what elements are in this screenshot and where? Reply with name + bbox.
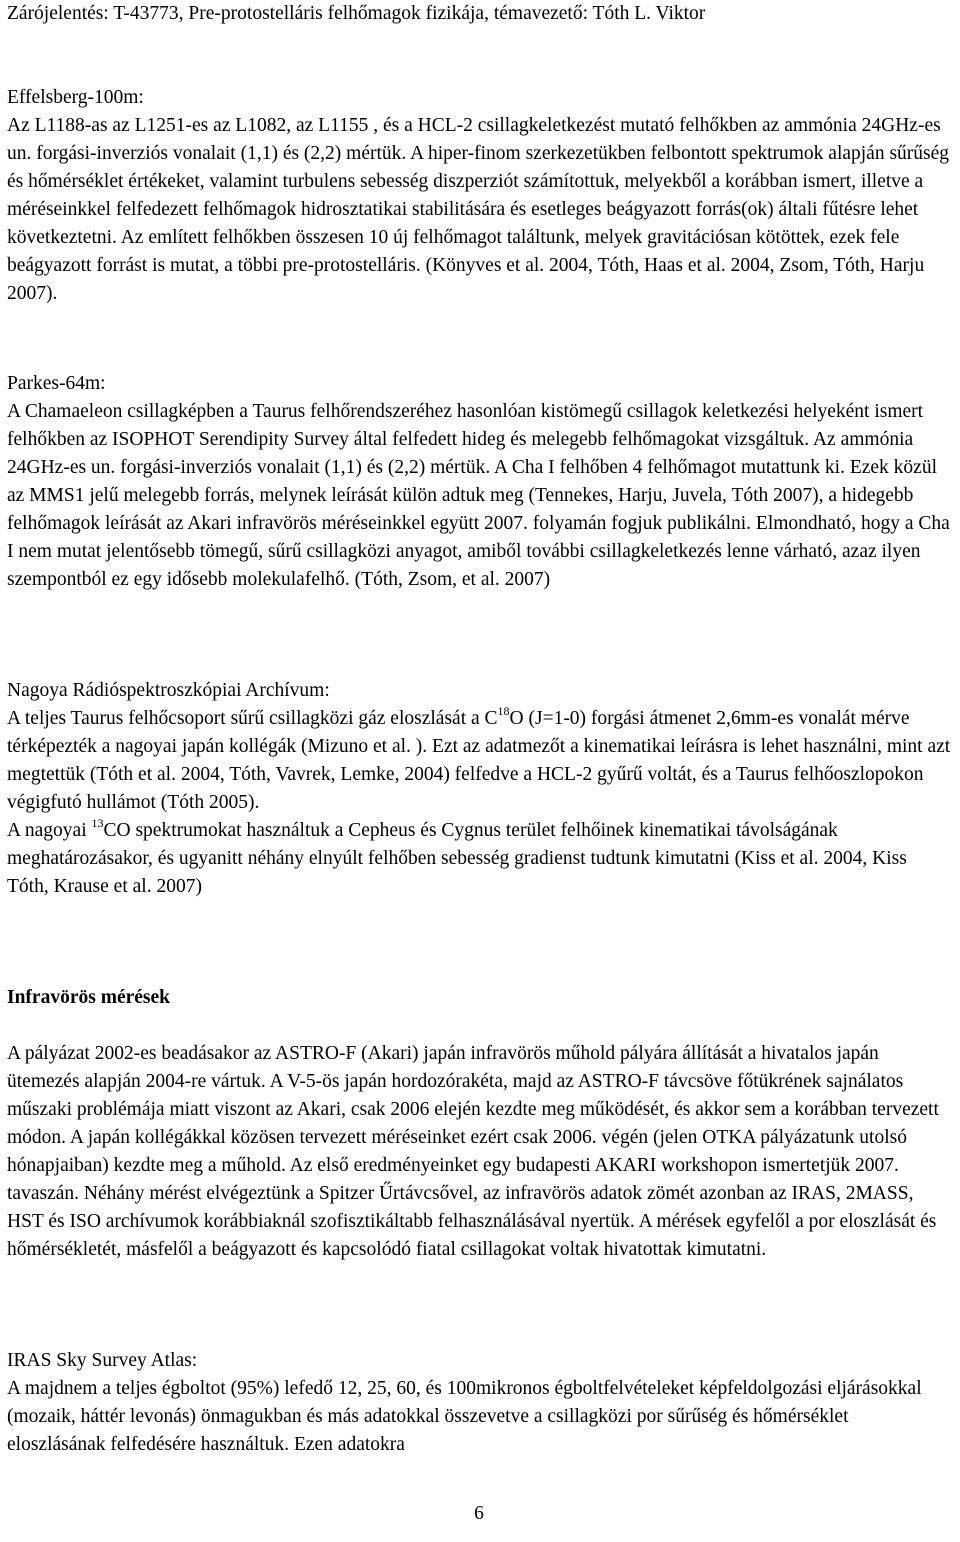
nagoya-paragraph-1 (7, 705, 951, 817)
nagoya-p1-text-before: A teljes Taurus felhőcsoport sűrű csillagközi gáz eloszlását a C (7, 708, 498, 729)
section-nagoya (7, 677, 951, 901)
section-parkes (7, 370, 951, 594)
page-number: 6 (474, 1503, 484, 1524)
section-text-iras: A majdnem a teljes égboltot (95%) lefedő 12, 25, 60, és 100mikronos égboltfelvételeket képfeldolgozási eljárásokkal (mozaik, háttér levonás) önmagukban és más adatokkal összevetve a csillagközi por sűrűség és hőmérséklet eloszlásának felfedésére használtuk. Ezen adatokra (7, 1378, 922, 1455)
isotope-superscript-13: 13 (91, 815, 104, 830)
section-heading-infrared: Infravörös mérések (7, 987, 170, 1008)
nagoya-p2-text-before: A nagoyai (7, 820, 92, 841)
section-text-parkes: A Chamaeleon csillagképben a Taurus felhőrendszeréhez hasonlóan kistömegű csillagok keletkezési helyeként ismert felhőkben az ISOPHOT Serendipity Survey által felfedett hideg és melegebb felhőmagokat vizsgáltuk. Az ammónia 24GHz-es un. forgási-inverziós vonalait (1,1) és (2,2) mértük. A Cha I felhőben 4 felhőmagot mutattunk ki. Ezek közül az MMS1 jelű melegebb forrás, melynek leírását külön adtuk meg (Tennekes, Harju, Juvela, Tóth 2007), a hidegebb felhőmagok leírását az Akari infravörös méréseinkkel együtt 2007. folyamán fogjuk publikálni. Elmondható, hogy a Cha I nem mutat jelentősebb tömegű, sűrű csillagközi anyagot, amiből további csillagkeletkezés lenne várható, azaz ilyen szempontból ez egy idősebb molekulafelhő. (Tóth, Zsom, et al. 2007) (7, 401, 950, 590)
section-iras (7, 1347, 951, 1459)
section-label-nagoya: Nagoya Rádióspektroszkópiai Archívum: (7, 680, 330, 701)
document-header: Zárójelentés: T-43773, Pre-protostelláris felhőmagok fizikája, témavezető: Tóth L. Viktor (7, 3, 706, 24)
section-effelsberg (7, 84, 951, 308)
section-text-infrared: A pályázat 2002-es beadásakor az ASTRO-F (Akari) japán infravörös műhold pályára állítását a hivatalos japán ütemezés alapján 2004-re vártuk. A V-5-ös japán hordozórakéta, majd az ASTRO-F távcsöve főtükrének sajnálatos műszaki problémája miatt viszont az Akari, csak 2006 elején kezdte meg működését, és akkor sem a korábban tervezett módon. A japán kollégákkal közösen tervezett méréseinket ezért csak 2006. végén (jelen OTKA pályázatunk utolsó hónapjaiban) kezdte meg a műhold. Az első eredményeinket egy budapesti AKARI workshopon ismertetjük 2007. tavaszán. Néhány mérést elvégeztünk a Spitzer Űrtávcsővel, az infravörös adatok zömét azonban az IRAS, 2MASS, HST és ISO archívumok korábbiaknál szofisztikáltabb felhasználásával nyertük. A mérések egyfelől a por eloszlását és hőmérsékletét, másfelől a beágyazott és kapcsolódó fiatal csillagokat voltak hivatottak kimutatni. (7, 1043, 939, 1260)
nagoya-paragraph-2 (7, 817, 951, 901)
section-label-effelsberg: Effelsberg-100m: (7, 87, 144, 108)
isotope-superscript-18: 18 (497, 703, 510, 718)
section-label-iras: IRAS Sky Survey Atlas: (7, 1350, 198, 1371)
section-label-parkes: Parkes-64m: (7, 373, 106, 394)
section-text-effelsberg: Az L1188-as az L1251-es az L1082, az L1155 , és a HCL-2 csillagkeletkezést mutató felhőkben az ammónia 24GHz-es un. forgási-inverziós vonalait (1,1) és (2,2) mértük. A hiper-finom szerkezetükben felbontott spektrumok alapján sűrűség és hőmérséklet értékeket, valamint turbulens sebesség diszperziót számítottuk, melyekből a korábban ismert, illetve a méréseinkkel felfedezett felhőmagok hidrosztatikai stabilitására és esetleges beágyazott forrás(ok) általi fűtésre lehet következtetni. Az említett felhőkben összesen 10 új felhőmagot találtunk, melyek gravitációsan kötöttek, ezek fele beágyazott forrást is mutat, a többi pre-protostelláris. (Könyves et al. 2004, Tóth, Haas et al. 2004, Zsom, Tóth, Harju 2007). (7, 115, 950, 304)
nagoya-p1-text-after: O (J=1-0) forgási átmenet 2,6mm-es vonalát mérve térképezték a nagoyai japán kollégák (Mizuno et al. ). Ezt az adatmezőt a kinematikai leírásra is lehet használni, mint azt megtettük (Tóth et al. 2004, Tóth, Vavrek, Lemke, 2004) felfedve a HCL-2 gyűrű voltát, és a Taurus felhőoszlopokon végigfutó hullámot (Tóth 2005). (7, 708, 951, 813)
nagoya-p2-text-after: CO spektrumokat használtuk a Cepheus és Cygnus terület felhőinek kinematikai távolságának meghatározásakor, és ugyanitt néhány elnyúlt felhőben sebesség gradienst tudtunk kimutatni (Kiss et al. 2004, Kiss Tóth, Krause et al. 2007) (7, 820, 907, 897)
